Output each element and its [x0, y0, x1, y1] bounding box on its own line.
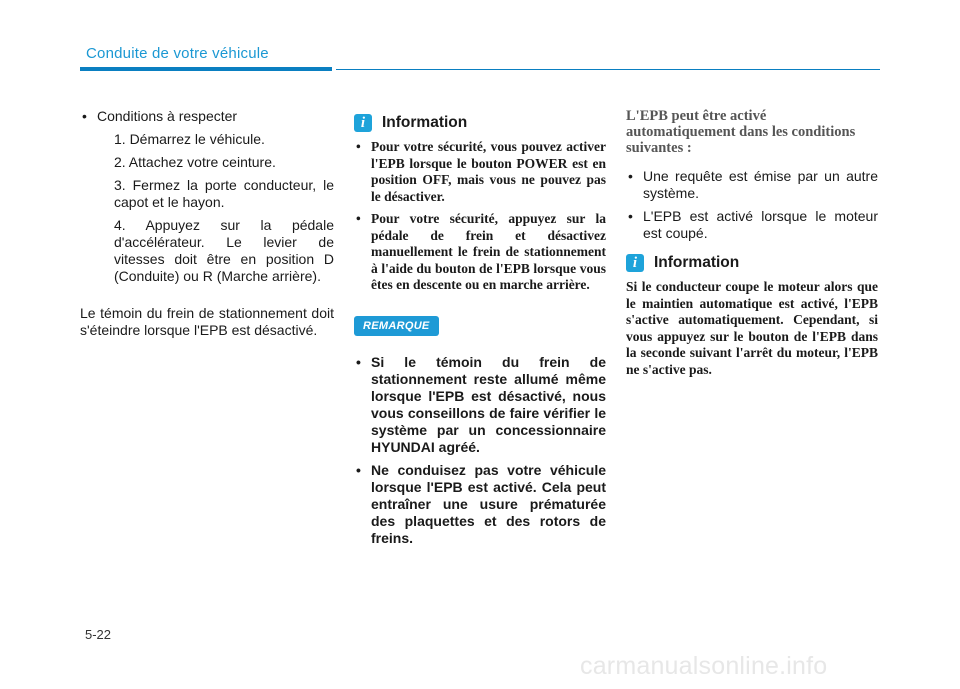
bullet-icon: • [356, 353, 361, 370]
remarque-item-text: Ne conduisez pas votre véhicule lorsque l'EPB est activé. Cela peut entraîner une usure prématurée des plaquettes et des rotors de freins. [371, 461, 606, 546]
condition-item-text: Une requête est émise par un autre système. [643, 168, 878, 201]
step-text: 2. Attachez votre ceinture. [114, 154, 276, 170]
info-header [626, 254, 878, 272]
info-icon: i [354, 114, 372, 132]
section-title: Conduite de votre véhicule [86, 45, 269, 62]
step-item [80, 131, 334, 148]
conditions-label: Conditions à respecter [97, 108, 238, 124]
bullet-icon: • [628, 208, 633, 224]
info-title: Information [654, 254, 740, 271]
step-item [80, 217, 334, 285]
bullet-icon: • [82, 108, 87, 124]
step-text: 3. Fermez la porte conducteur, le capot et le hayon. [114, 177, 334, 210]
page-number: 5-22 [85, 627, 112, 642]
info-item [354, 139, 606, 205]
remarque-item [354, 354, 606, 456]
bullet-icon: • [628, 168, 633, 184]
info-title: Information [382, 114, 468, 131]
info-icon: i [626, 254, 644, 272]
step-item [80, 177, 334, 211]
bullet-icon: • [356, 139, 361, 154]
conditions-bullet [80, 108, 334, 125]
auto-activation-heading: L'EPB peut être activé automatiquement dans les conditions suivantes : [626, 108, 856, 156]
info-text: Si le conducteur coupe le moteur alors que le maintien automatique est activé, l'EPB s'active automatiquement. Cependant, si vous appuyez sur le bouton de l'EPB dans la seconde suivant l'arrêt du moteur, l'EPB ne s'active pas. [626, 279, 878, 377]
header-rule-thick [80, 67, 332, 71]
info-item [354, 211, 606, 294]
epb-paragraph: Le témoin du frein de stationnement doit s'éteindre lorsque l'EPB est désactivé. [80, 305, 334, 338]
column-left [80, 108, 334, 339]
step-text: 1. Démarrez le véhicule. [114, 131, 265, 147]
info-item-text: Pour votre sécurité, vous pouvez activer l'EPB lorsque le bouton POWER est en position OFF, mais vous ne pouvez pas le désactiver. [371, 139, 606, 204]
column-middle [354, 108, 606, 553]
condition-item [626, 208, 878, 242]
remarque-item-text: Si le témoin du frein de stationnement reste allumé même lorsque l'EPB est désactivé, nous vous conseillons de faire vérifier le système par un concessionnaire HYUNDAI agréé. [371, 353, 606, 455]
watermark: carmanualsonline.info [580, 652, 828, 680]
column-right [626, 108, 878, 378]
condition-item [626, 168, 878, 202]
info-header [354, 114, 606, 132]
step-text: 4. Appuyez sur la pédale d'accélérateur. Le levier de vitesses doit être en position D (Conduite) ou R (Marche arrière). [114, 217, 334, 284]
condition-item-text: L'EPB est activé lorsque le moteur est coupé. [643, 208, 878, 241]
bullet-icon: • [356, 211, 361, 226]
remarque-item [354, 462, 606, 547]
header-rule-thin [336, 69, 880, 70]
info-item-text: Pour votre sécurité, appuyez sur la pédale de frein et désactivez manuellement le frein de stationnement à l'aide du bouton de l'EPB lorsque vous êtes en descente ou en marche arrière. [371, 211, 606, 292]
bullet-icon: • [356, 461, 361, 478]
remarque-badge: REMARQUE [354, 316, 439, 336]
step-item [80, 154, 334, 171]
